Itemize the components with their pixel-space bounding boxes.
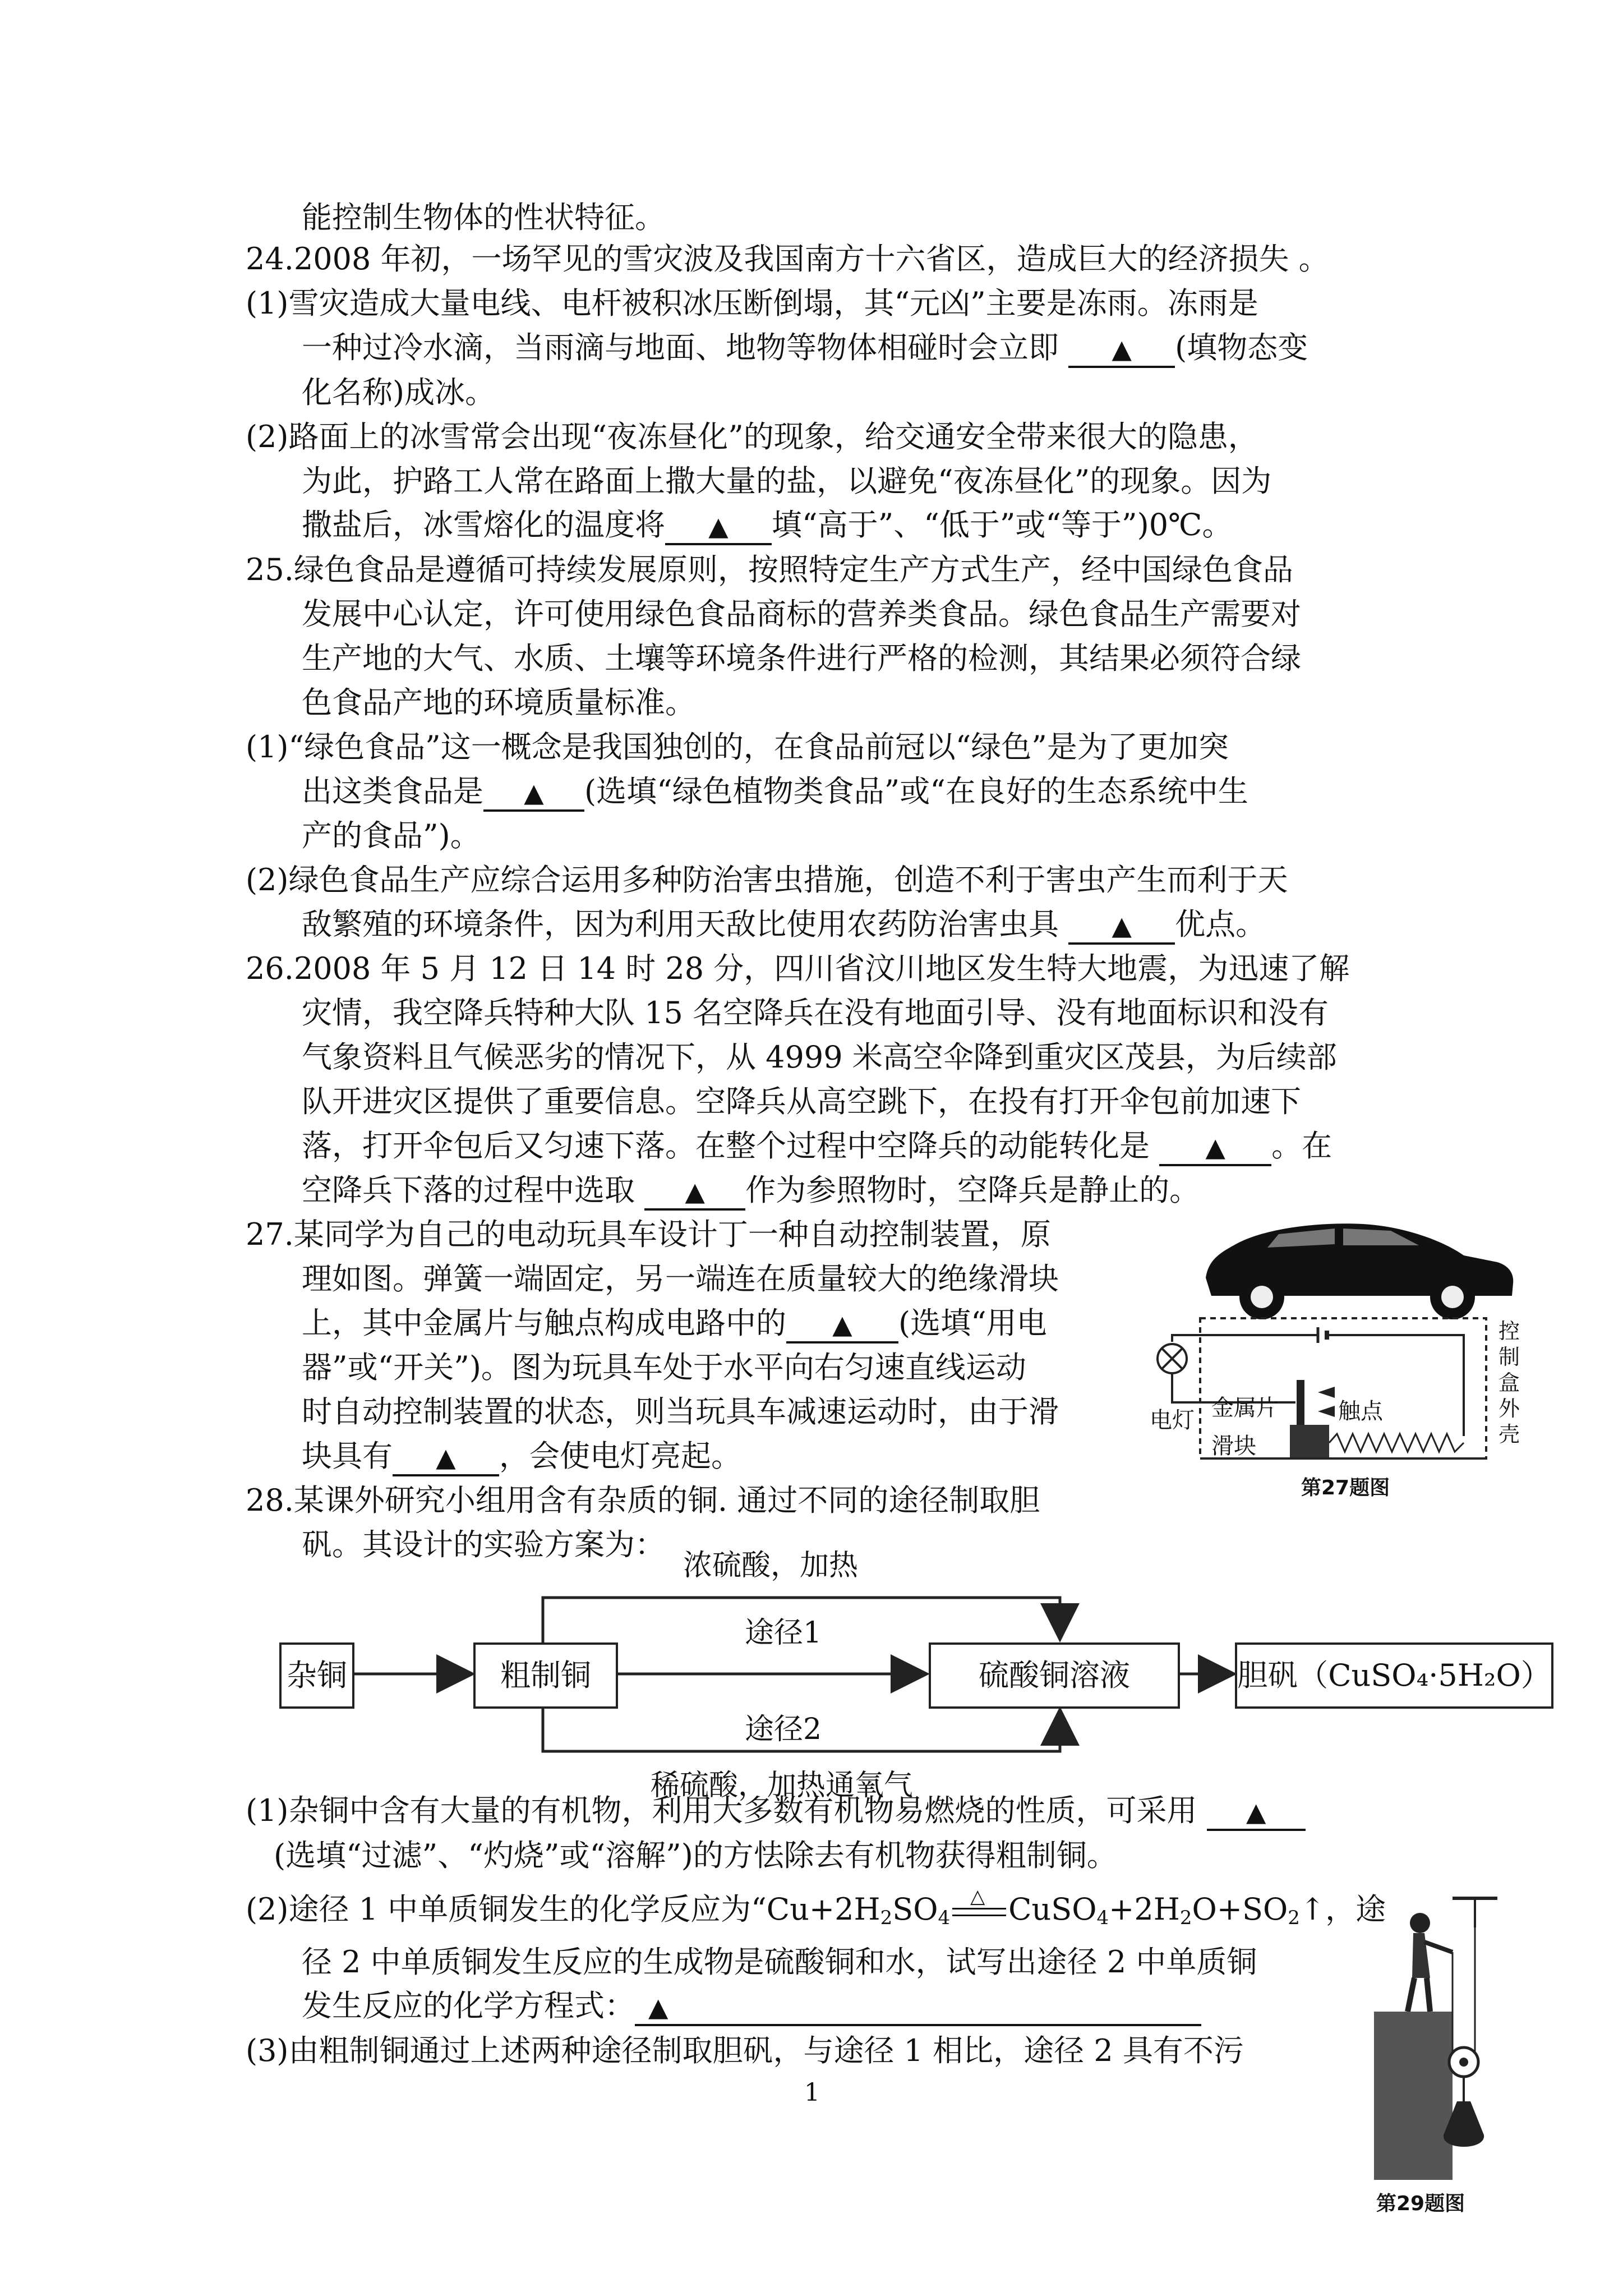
toy-car-diagram <box>1150 1212 1525 1470</box>
label-contact: 触点 <box>1338 1398 1383 1424</box>
answer-blank[interactable]: ▲ <box>644 1174 745 1211</box>
text-line: (3)由粗制铜通过上述两种途径制取胆矾，与途径 1 相比，途径 2 具有不污 <box>246 2033 1244 2068</box>
figure-29-caption: 第29题图 <box>1376 2192 1465 2215</box>
question-24: 24.2008 年初，一场罕见的雪灾波及我国南方十六省区，造成巨大的经济损失 。 <box>246 241 1329 277</box>
page-number: 1 <box>804 2078 820 2107</box>
text-line: 出这类食品是 ▲ (选填“绿色植物类食品”或“在良好的生态系统中生 <box>302 771 1248 812</box>
text-line: 一种过冷水滴，当雨滴与地面、地物等物体相碰时会立即 ▲ (填物态变 <box>302 328 1308 368</box>
text-line: 为此，护路工人常在路面上撒大量的盐，以避免“夜冻昼化”的现象。因为 <box>302 463 1272 499</box>
text-line: 矾。其设计的实验方案为： <box>302 1527 665 1562</box>
text-line: 器”或“开关”)。图为玩具车处于水平向右匀速直线运动 <box>302 1350 1026 1385</box>
flow-box-impure-copper: 杂铜 <box>279 1642 354 1709</box>
question-28: 28.某课外研究小组用含有杂质的铜. 通过不同的途径制取胆 <box>246 1483 1040 1518</box>
answer-blank[interactable]: ▲ <box>393 1439 499 1476</box>
flow-box-copper-sulfate: 硫酸铜溶液 <box>929 1642 1180 1709</box>
text-line: (1)雪灾造成大量电线、电杆被积冰压断倒塌，其“元凶”主要是冻雨。冻雨是 <box>246 286 1258 321</box>
question-27: 27.某同学为自己的电动玩具车设计丁一种自动控制装置，原 <box>246 1217 1051 1252</box>
equation-line: (2)途径 1 中单质铜发生的化学反应为“$Cu+2H_2SO_4$ △ $CuSO_4+2H_2O+SO_2↑$，途 <box>246 1889 1386 1930</box>
label-metal-sheet: 金属片 <box>1211 1395 1279 1421</box>
flow-box-blue-vitriol: 胆矾（CuSO₄·5H₂O） <box>1235 1642 1553 1709</box>
label-lamp: 电灯 <box>1150 1407 1195 1433</box>
answer-blank-equation[interactable]: ▲ <box>635 1989 1201 2026</box>
text-line: 灾情，我空降兵特种大队 15 名空降兵在没有地面引导、没有地面标识和没有 <box>302 995 1329 1030</box>
answer-blank[interactable]: ▲ <box>483 775 584 812</box>
text-line: 生产地的大气、水质、土壤等环境条件进行严格的检测，其结果必须符合绿 <box>302 641 1301 676</box>
text-line: 色食品产地的环境质量标准。 <box>302 685 695 720</box>
label-slider: 滑块 <box>1211 1433 1256 1459</box>
flow-route-2: 途径2 <box>745 1713 822 1746</box>
text-line: 气象资料且气候恶劣的情况下，从 4999 米高空伞降到重灾区茂县，为后续部 <box>302 1039 1337 1075</box>
text-line: 能控制生物体的性状特征。 <box>302 200 665 235</box>
answer-blank[interactable]: ▲ <box>1207 1794 1306 1831</box>
text-line: (1)杂铜中含有大量的有机物，利用大多数有机物易燃烧的性质，可采用 ▲ <box>246 1791 1306 1831</box>
text-line: 化名称)成冰。 <box>302 375 496 410</box>
question-25: 25.绿色食品是遵循可持续发展原则，按照特定生产方式生产，经中国绿色食品 <box>246 552 1293 587</box>
text-line: 发生反应的化学方程式： ▲ <box>302 1986 1201 2026</box>
text-line: 时自动控制装置的状态，则当玩具车减速运动时，由于滑 <box>302 1394 1059 1429</box>
question-26: 26.2008 年 5 月 12 日 14 时 28 分，四川省汶川地区发生特大地震，为迅速了解 <box>246 951 1350 986</box>
text-line: (1)“绿色食品”这一概念是我国独创的，在食品前冠以“绿色”是为了更加突 <box>246 729 1229 765</box>
text-line: (2)绿色食品生产应综合运用多种防治害虫措施，创造不利于害虫产生而利于天 <box>246 862 1288 898</box>
answer-blank[interactable]: ▲ <box>1068 908 1175 945</box>
flow-box-crude-copper: 粗制铜 <box>473 1642 618 1709</box>
pulley-diagram <box>1368 1894 1503 2185</box>
text-line: 敌繁殖的环境条件，因为利用天敌比使用农药防治害虫具 ▲ 优点。 <box>302 904 1266 945</box>
answer-blank[interactable]: ▲ <box>665 508 772 545</box>
text-line: 发展中心认定，许可使用绿色食品商标的营养类食品。绿色食品生产需要对 <box>302 596 1301 632</box>
text-line: (选填“过滤”、“灼烧”或“溶解”)的方怯除去有机物获得粗制铜。 <box>274 1838 1117 1873</box>
text-line: 块具有 ▲ ，会使电灯亮起。 <box>302 1436 741 1476</box>
answer-blank[interactable]: ▲ <box>786 1306 898 1343</box>
label-control-box: 控制盒外壳 <box>1498 1319 1520 1447</box>
answer-blank[interactable]: ▲ <box>1159 1129 1271 1166</box>
heat-equals-sign <box>950 1885 1008 1926</box>
flow-top-condition: 浓硫酸，加热 <box>683 1549 859 1582</box>
text-line: 产的食品”)。 <box>302 818 481 853</box>
answer-blank[interactable]: ▲ <box>1068 331 1175 368</box>
heat-mark: △ <box>970 1885 985 1908</box>
text-line: 撒盐后，冰雪熔化的温度将 ▲ 填“高于”、“低于”或“等于”)0℃。 <box>302 505 1232 545</box>
text-line: 上，其中金属片与触点构成电路中的 ▲ (选填“用电 <box>302 1303 1047 1343</box>
text-line: 理如图。弹簧一端固定，另一端连在质量较大的绝缘滑块 <box>302 1261 1059 1296</box>
figure-27-caption: 第27题图 <box>1301 1476 1390 1499</box>
text-line: 队开进灾区提供了重要信息。空降兵从高空跳下，在投有打开伞包前加速下 <box>302 1084 1301 1119</box>
text-line: 空降兵下落的过程中选取 ▲ 作为参照物时，空降兵是静止的。 <box>302 1170 1200 1211</box>
text-line: (2)路面上的冰雪常会出现“夜冻昼化”的现象，给交通安全带来很大的隐患， <box>246 419 1258 454</box>
text-line: 径 2 中单质铜发生反应的生成物是硫酸铜和水，试写出途径 2 中单质铜 <box>302 1944 1257 1980</box>
text-line: 落，打开伞包后又匀速下落。在整个过程中空降兵的动能转化是 ▲ 。在 <box>302 1126 1332 1166</box>
flow-route-1: 途径1 <box>745 1616 822 1650</box>
flow-bottom-condition: 稀硫酸，加热通氧气 <box>651 1769 914 1802</box>
